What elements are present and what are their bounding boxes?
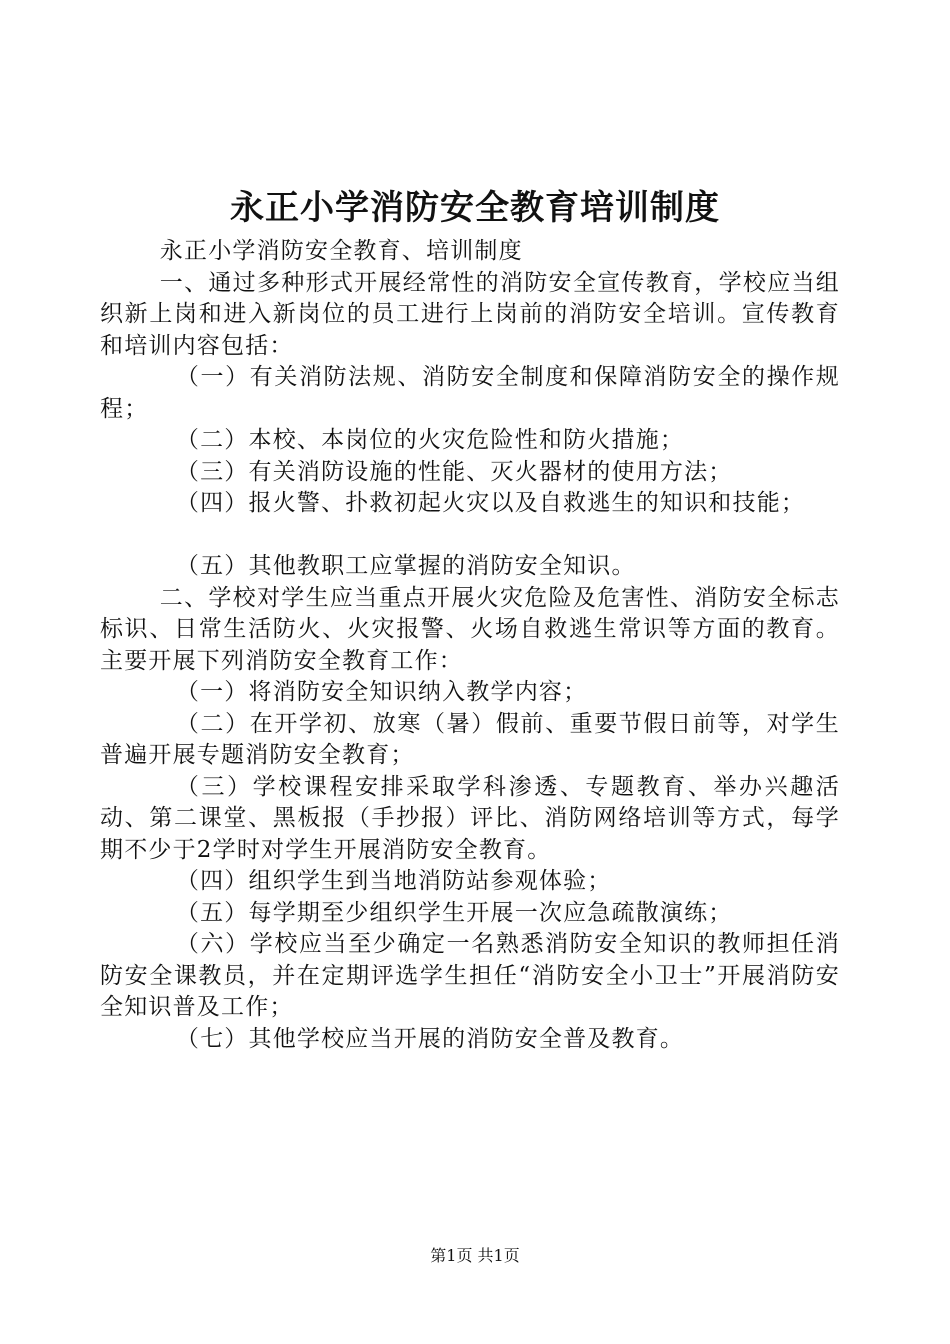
section-one-item-1: （一）有关消防法规、消防安全制度和保障消防安全的操作规程； — [100, 364, 840, 422]
section-two-item-3: （三）学校课程安排采取学科渗透、专题教育、举办兴趣活动、第二课堂、黑板报（手抄报）评比、消防网络培训等方式，每学期不少于2学时对学生开展消防安全教育。 — [100, 773, 840, 863]
section-two-item-6: （六）学校应当至少确定一名熟悉消防安全知识的教师担任消防安全课教员，并在定期评选学生担任“消防安全小卫士”开展消防安全知识普及工作； — [100, 931, 840, 1020]
section-one-item-2: （二）本校、本岗位的火灾危险性和防火措施； — [175, 427, 685, 453]
subtitle-paragraph: 永正小学消防安全教育、培训制度 — [159, 238, 523, 264]
section-one-item-4: （四）报火警、扑救初起火灾以及自救逃生的知识和技能； — [175, 490, 806, 516]
section-one-item-3: （三）有关消防设施的性能、灭火器材的使用方法； — [175, 458, 733, 485]
page-number-footer: 第1页 共1页 — [430, 1246, 520, 1265]
document-title: 永正小学消防安全教育培训制度 — [230, 188, 720, 228]
section-two-item-7: （七）其他学校应当开展的消防安全普及教育。 — [175, 1025, 685, 1052]
section-one-item-5: （五）其他教职工应掌握的消防安全知识。 — [175, 553, 636, 579]
blank-line — [100, 520, 840, 552]
section-two-paragraph: 二、学校对学生应当重点开展火灾危险及危害性、消防安全标志标识、日常生活防火、火灾报警、火场自救逃生常识等方面的教育。主要开展下列消防安全教育工作： — [100, 584, 840, 674]
section-two-item-1: （一）将消防安全知识纳入教学内容； — [175, 679, 588, 705]
section-two-item-4: （四）组织学生到当地消防站参观体验； — [175, 868, 612, 894]
section-two-item-5: （五）每学期至少组织学生开展一次应急疏散演练； — [175, 899, 733, 926]
section-two-item-2: （二）在开学初、放寒（暑）假前、重要节假日前等，对学生普遍开展专题消防安全教育； — [100, 710, 840, 768]
document-body — [100, 236, 840, 1055]
section-one-paragraph: 一、通过多种形式开展经常性的消防安全宣传教育，学校应当组织新上岗和进入新岗位的员工进行上岗前的消防安全培训。宣传教育和培训内容包括： — [100, 269, 840, 359]
